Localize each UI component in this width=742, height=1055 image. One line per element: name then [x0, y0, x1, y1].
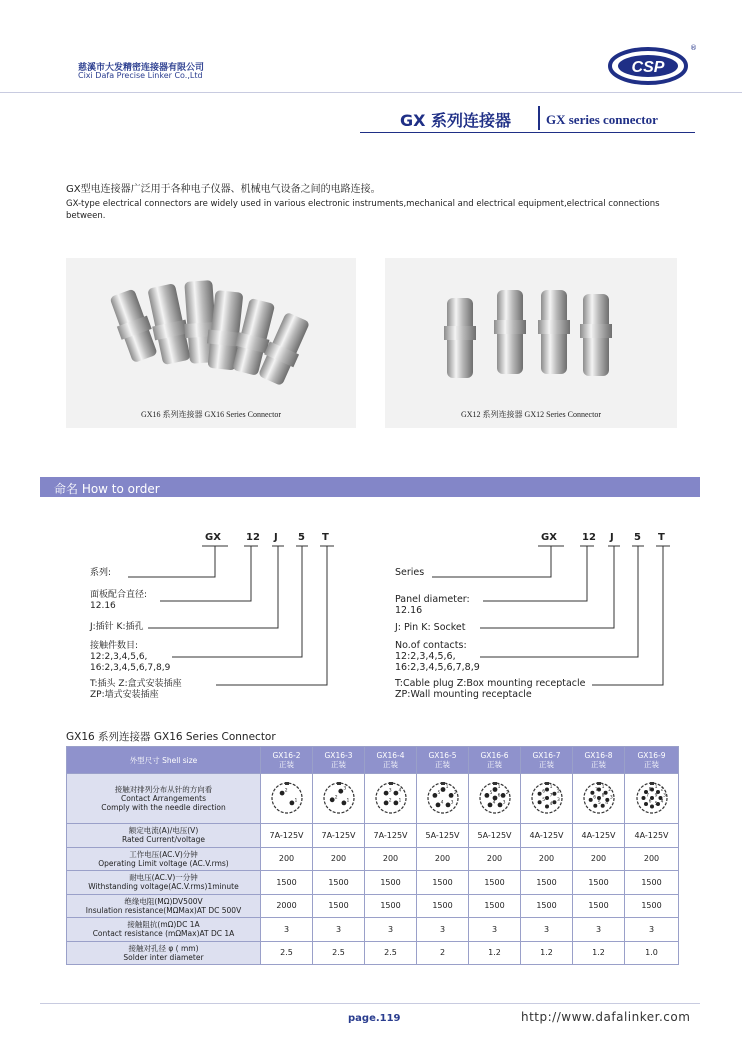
spec-value: 200 [521, 847, 573, 871]
gx16-photo-caption: GX16 系列连接器 GX16 Series Connector [141, 410, 281, 419]
pin-number: 6 [648, 799, 651, 804]
spec-value: 1500 [469, 894, 521, 918]
code-panel: 12 [246, 532, 260, 543]
pin-layout-icon [634, 780, 670, 816]
spec-row [67, 894, 679, 918]
spec-table [66, 746, 679, 965]
spec-row-label: 接触对孔径 φ ( mm) Solder inter diameter [67, 941, 261, 965]
pin-layout-diagram [261, 774, 313, 824]
pin-dot [641, 796, 645, 800]
spec-value: 1500 [365, 871, 417, 895]
spec-value: 3 [261, 918, 313, 942]
model-mount: 正装 [539, 760, 554, 769]
spec-value: 1500 [365, 894, 417, 918]
pin-number: 5 [654, 801, 657, 807]
spec-value: 7A-125V [261, 824, 313, 848]
spec-table-title: GX16 系列连接器 GX16 Series Connector [66, 731, 276, 743]
model-header [261, 747, 313, 774]
pin-number: 2 [556, 788, 560, 794]
pin-number: 1 [445, 784, 448, 790]
spec-row-label: 绝缘电阻(MΩ)DV500V Insulation resistance(MΩMax)AT DC 500V [67, 894, 261, 918]
model-header [365, 747, 417, 774]
spec-value: 1500 [625, 894, 679, 918]
spec-value: 1.2 [469, 941, 521, 965]
pin-number: 7 [549, 793, 552, 798]
how-to-order-label: 命名 How to order [54, 482, 160, 496]
model-header [521, 747, 573, 774]
pin-number: 6 [497, 793, 500, 798]
pin-number: 4 [604, 800, 608, 806]
title-en: GX series connector [546, 112, 658, 127]
en-series-label: Series [395, 567, 425, 578]
spec-value: 1500 [521, 894, 573, 918]
spec-row [67, 941, 679, 965]
spec-value: 7A-125V [313, 824, 365, 848]
cn-type-label: T:插头 Z:盒式安装插座 [90, 679, 182, 689]
spec-value: 3 [313, 918, 365, 942]
intro-text-en: GX-type electrical connectors are widely used in various electronic instruments,mechanical and electrical equipment,electrical connections between. [66, 199, 660, 221]
pin-dot [597, 796, 601, 800]
pin-dot [650, 804, 654, 808]
model-mount: 正装 [331, 760, 346, 769]
code-contacts-en: 5 [634, 532, 641, 543]
pin-number: 5 [597, 800, 601, 806]
pin-layout-icon [321, 780, 357, 816]
spec-value: 1500 [261, 871, 313, 895]
pin-layout-icon [477, 780, 513, 816]
pin-number: 1 [346, 797, 349, 803]
pin-number: 5 [489, 790, 492, 796]
pin-number: 5 [541, 797, 545, 803]
code-series: GX [205, 532, 221, 543]
cn-series-label: 系列: [90, 568, 112, 578]
spec-value: 3 [365, 918, 417, 942]
pin-number: 4 [492, 799, 495, 805]
pin-number: 3 [662, 793, 666, 798]
pin-layout-icon [373, 780, 409, 816]
code-type-en: T [658, 532, 665, 543]
pin-number: 4 [660, 799, 663, 804]
pin-dot [590, 790, 594, 794]
pin-number: 7 [645, 793, 649, 798]
pin-number: 2 [334, 794, 338, 800]
shell-size-header: 外型尺寸 Shell size [67, 747, 261, 774]
spec-row-label: 工作电压(AC.V)分钟 Operating Limit voltage (AC.V.rms) [67, 847, 261, 871]
company-name-en: Cixi Dafa Precise Linker Co.,Ltd [78, 71, 203, 80]
pin-number: 2 [284, 788, 288, 794]
pin-layout-diagram [573, 774, 625, 824]
pin-layout-diagram [417, 774, 469, 824]
spec-value: 3 [625, 918, 679, 942]
spec-value: 3 [417, 918, 469, 942]
connector-outline [272, 783, 302, 813]
spec-value: 2.5 [261, 941, 313, 965]
model-name: GX16-7 [532, 751, 561, 760]
en-contacts-16: 16:2,3,4,5,6,7,8,9 [395, 662, 480, 673]
pin-number: 3 [556, 797, 560, 803]
company-name-cn: 慈溪市大发精密连接器有限公司 [78, 63, 205, 73]
spec-value: 1.2 [521, 941, 573, 965]
model-mount: 正装 [591, 760, 606, 769]
code-pin: J [274, 532, 278, 543]
cn-contacts-label: 接触件数目: [90, 641, 139, 651]
pin-dot [644, 802, 648, 806]
pin-number: 3 [609, 794, 613, 800]
intro-text-cn: GX型电连接器广泛用于各种电子仪器、机械电气设备之间的电路连接。 [66, 184, 381, 195]
pin-dot [537, 791, 541, 795]
pin-number: 7 [594, 787, 598, 793]
model-mount: 正装 [279, 760, 294, 769]
logo-text: CSP [631, 59, 665, 76]
pin-number: 1 [601, 784, 604, 790]
en-contacts-12: 12:2,3,4,5,6, [395, 651, 456, 662]
model-header [469, 747, 521, 774]
spec-value: 4A-125V [625, 824, 679, 848]
spec-row-label: 耐电压(AC.V)一分钟 Withstanding voltage(AC.V.rms)1minute [67, 871, 261, 895]
pin-number: 5 [437, 790, 440, 796]
spec-value: 1500 [417, 871, 469, 895]
spec-value: 1500 [417, 894, 469, 918]
contact-arrangement-label: 接触对排列分布从针的方向看 Contact Arrangements Comply with the needle direction [67, 774, 261, 824]
spec-value: 1500 [313, 894, 365, 918]
spec-row-label: 额定电流(A)/电压(V) Rated Current/voltage [67, 824, 261, 848]
pin-number: 2 [660, 787, 663, 792]
model-name: GX16-3 [324, 751, 353, 760]
model-name: GX16-9 [637, 751, 666, 760]
connector-key [650, 782, 654, 785]
pin-number: 8 [648, 787, 651, 792]
logo-registered-mark: ® [690, 44, 697, 52]
pin-number: 1 [294, 797, 297, 803]
spec-row [67, 824, 679, 848]
pin-number: 4 [440, 799, 443, 805]
en-pin-label: J: Pin K: Socket [395, 622, 466, 633]
pin-dot [600, 803, 604, 807]
pin-layout-icon [269, 780, 305, 816]
pin-number: 6 [541, 788, 545, 794]
pin-layout-diagram [365, 774, 417, 824]
pin-layout-diagram [521, 774, 573, 824]
spec-value: 1500 [573, 871, 625, 895]
pin-number: 2 [505, 790, 509, 796]
footer-divider [40, 1003, 700, 1004]
model-name: GX16-6 [480, 751, 509, 760]
connector-key [389, 782, 393, 785]
spec-value: 4A-125V [521, 824, 573, 848]
pin-number: 9 [654, 793, 657, 798]
gx12-photo-caption: GX12 系列连接器 GX12 Series Connector [461, 410, 601, 419]
code-type: T [322, 532, 329, 543]
en-type-wall: ZP:Wall mounting receptacle [395, 689, 532, 700]
code-panel-en: 12 [582, 532, 596, 543]
pin-number: 1 [549, 784, 552, 790]
spec-header-row [67, 747, 679, 774]
connector-key [337, 782, 341, 785]
spec-row-label: 接触阻抗(mΩ)DC 1A Contact resistance (mΩMax)AT DC 1A [67, 918, 261, 942]
pin-layout-icon [529, 780, 565, 816]
pin-dot [545, 796, 549, 800]
spec-value: 5A-125V [469, 824, 521, 848]
spec-value: 3 [573, 918, 625, 942]
connector-key [285, 782, 289, 785]
connector-outline [324, 783, 354, 813]
cn-panel-label: 面板配合直径: [90, 590, 148, 600]
en-type-label: T:Cable plug Z:Box mounting receptacle [395, 678, 586, 689]
spec-value: 2 [417, 941, 469, 965]
spec-value: 2000 [261, 894, 313, 918]
pin-number: 3 [450, 799, 453, 805]
pin-layout-diagram [469, 774, 521, 824]
pin-dot [545, 787, 549, 791]
pin-number: 8 [601, 793, 604, 798]
pin-dot [552, 791, 556, 795]
code-contacts: 5 [298, 532, 305, 543]
pin-dot [593, 803, 597, 807]
spec-value: 5A-125V [417, 824, 469, 848]
connector-key [597, 782, 601, 785]
spec-value: 200 [573, 847, 625, 871]
spec-value: 2.5 [365, 941, 417, 965]
cn-type-wall: ZP:墙式安装插座 [90, 690, 159, 700]
website-url[interactable]: http://www.dafalinker.com [521, 1010, 691, 1024]
pin-dot [552, 800, 556, 804]
spec-value: 4A-125V [573, 824, 625, 848]
en-contacts-label: No.of contacts: [395, 640, 467, 651]
pin-layout-diagram [625, 774, 679, 824]
cn-contacts-16: 16:2,3,4,5,6,7,8,9 [90, 663, 171, 673]
model-mount: 正装 [435, 760, 450, 769]
spec-value: 3 [521, 918, 573, 942]
pin-number: 3 [342, 786, 346, 792]
pin-number: 3 [502, 799, 505, 805]
spec-value: 200 [313, 847, 365, 871]
model-name: GX16-8 [584, 751, 613, 760]
connector-key [545, 782, 549, 785]
model-header [313, 747, 365, 774]
code-series-en: GX [541, 532, 557, 543]
spec-value: 200 [625, 847, 679, 871]
pin-layout-icon [581, 780, 617, 816]
spec-value: 1500 [521, 871, 573, 895]
spec-value: 1500 [469, 871, 521, 895]
pin-layout-icon [425, 780, 461, 816]
spec-value: 1500 [625, 871, 679, 895]
spec-row [67, 847, 679, 871]
pin-number: 1 [398, 797, 401, 803]
code-pin-en: J [610, 532, 614, 543]
pin-dot [588, 797, 592, 801]
spec-rows [67, 824, 679, 965]
pin-number: 1 [497, 784, 500, 790]
spec-value: 1.0 [625, 941, 679, 965]
model-header [417, 747, 469, 774]
spec-value: 7A-125V [365, 824, 417, 848]
model-name: GX16-2 [272, 751, 301, 760]
pin-number: 4 [398, 788, 401, 794]
model-header [573, 747, 625, 774]
title-cn: GX 系列连接器 [400, 111, 512, 130]
model-name: GX16-5 [428, 751, 457, 760]
spec-row [67, 871, 679, 895]
contact-arrangement-row [67, 774, 679, 824]
pin-number: 2 [453, 790, 457, 796]
pin-number: 3 [388, 788, 392, 794]
en-panel-label: Panel diameter: [395, 594, 470, 605]
model-mount: 正装 [383, 760, 398, 769]
spec-value: 1500 [573, 894, 625, 918]
model-name: GX16-4 [376, 751, 405, 760]
pin-dot [537, 800, 541, 804]
spec-value: 3 [469, 918, 521, 942]
model-mount: 正装 [487, 760, 502, 769]
spec-value: 200 [365, 847, 417, 871]
spec-value: 200 [469, 847, 521, 871]
cn-panel-value: 12.16 [90, 601, 116, 611]
pin-number: 1 [654, 784, 657, 790]
spec-value: 200 [417, 847, 469, 871]
connector-key [493, 782, 497, 785]
pin-number: 2 [607, 787, 611, 793]
spec-row [67, 918, 679, 942]
spec-value: 1500 [313, 871, 365, 895]
pin-dot [644, 790, 648, 794]
pin-layout-diagram [313, 774, 365, 824]
pin-dot [650, 796, 654, 800]
cn-pin-label: J:插针 K:插孔 [90, 622, 144, 632]
model-header [625, 747, 679, 774]
pin-number: 2 [388, 797, 392, 803]
pin-number: 6 [592, 794, 596, 800]
en-panel-value: 12.16 [395, 605, 423, 616]
spec-value: 1.2 [573, 941, 625, 965]
pin-number: 4 [549, 801, 552, 807]
pin-dot [545, 804, 549, 808]
spec-value: 2.5 [313, 941, 365, 965]
page-number: page.119 [348, 1013, 401, 1024]
cn-contacts-12: 12:2,3,4,5,6, [90, 652, 148, 662]
connector-key [441, 782, 445, 785]
model-mount: 正装 [644, 760, 659, 769]
spec-value: 200 [261, 847, 313, 871]
